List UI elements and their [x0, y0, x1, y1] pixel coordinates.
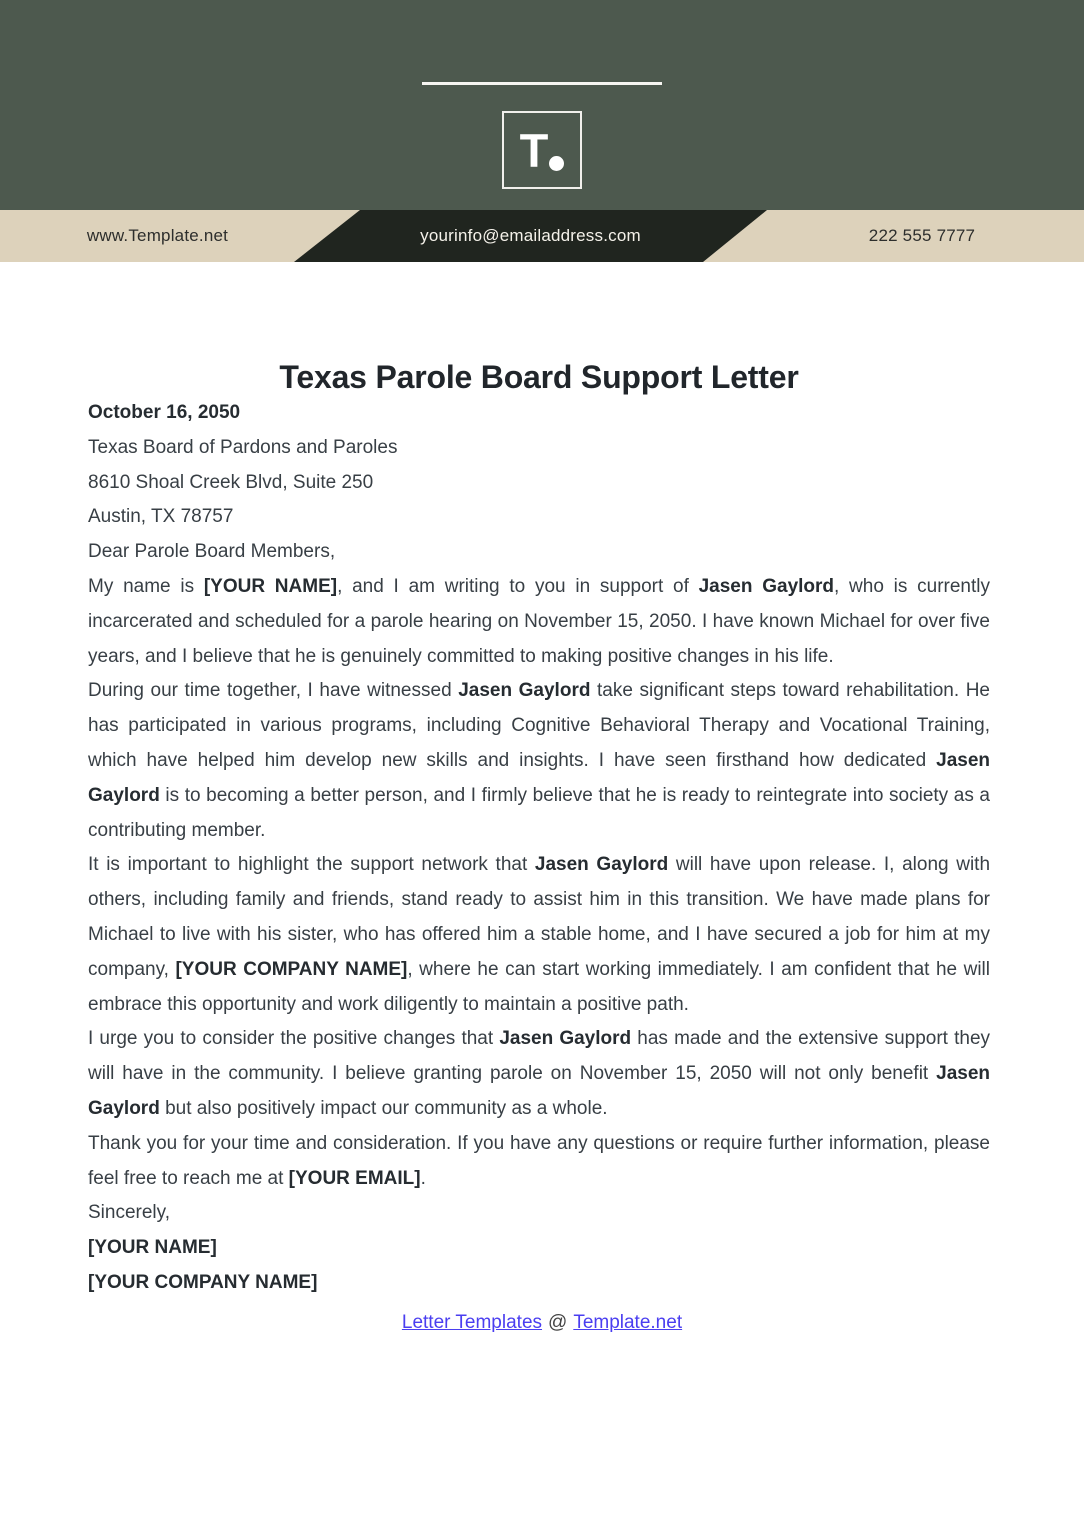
- letter-title: Texas Parole Board Support Letter: [279, 359, 799, 395]
- letter-date: October 16, 2050: [88, 402, 241, 423]
- letter-templates-link[interactable]: Letter Templates: [401, 1311, 543, 1333]
- logo-letter: T: [519, 123, 548, 177]
- closing: Sincerely,: [88, 1202, 171, 1224]
- phone-text: 222 555 7777: [868, 226, 976, 245]
- letter-paragraph: My name is [YOUR NAME], and I am writing to you in support of Jasen Gaylord, who is currently incarcerated and scheduled for a parole hearing on November 15, 2050. I have known Michael for over five years, and I believe that he is genuinely committed to making positive changes in his life.: [88, 575, 990, 667]
- signature-line: [YOUR NAME]: [88, 1237, 217, 1259]
- letter-content: [0, 358, 1084, 1301]
- signature-block: [88, 1231, 990, 1301]
- salutation: Dear Parole Board Members,: [88, 541, 336, 563]
- footer-separator: @: [548, 1311, 568, 1333]
- letter-paragraph: Thank you for your time and consideration. If you have any questions or require further information, please feel free to reach me at [YOUR EMAIL].: [88, 1132, 990, 1189]
- header-banner: [0, 0, 1084, 210]
- recipient-block: [88, 431, 990, 535]
- template-net-link[interactable]: Template.net: [573, 1311, 683, 1333]
- recipient-line: Texas Board of Pardons and Paroles: [88, 436, 398, 458]
- letter-paragraph: During our time together, I have witnessed Jasen Gaylord take significant steps toward rehabilitation. He has participated in various programs, including Cognitive Behavioral Therapy and Vocational Training, which have helped him develop new skills and insights. I have seen firsthand how dedicated Jasen Gaylord is to becoming a better person, and I firmly believe that he is ready to reintegrate into society as a contributing member.: [88, 680, 990, 841]
- recipient-line: 8610 Shoal Creek Blvd, Suite 250: [88, 471, 374, 493]
- email-text: yourinfo@emailaddress.com: [420, 226, 641, 245]
- footer: [0, 1312, 1084, 1334]
- website-text: www.Template.net: [86, 226, 229, 245]
- letter-paragraph: I urge you to consider the positive changes that Jasen Gaylord has made and the extensive support they will have in the community. I believe granting parole on November 15, 2050 will not only benefit Jasen Gaylord but also positively impact our community as a whole.: [88, 1028, 991, 1119]
- letter-paragraph: It is important to highlight the support network that Jasen Gaylord will have upon release. I, along with others, including family and friends, stand ready to assist him in this transition. We have made plans for Michael to live with his sister, who has offered him a stable home, and I have secured a job for him at my company, [YOUR COMPANY NAME], where he can start working immediately. I am confident that he will embrace this opportunity and work diligently to maintain a positive path.: [88, 854, 991, 1015]
- header-accent-line: [422, 82, 662, 85]
- contact-bar: [0, 210, 1084, 262]
- brand-logo: [502, 111, 582, 189]
- signature-line: [YOUR COMPANY NAME]: [88, 1271, 318, 1293]
- letter-body: [88, 570, 990, 1196]
- recipient-line: Austin, TX 78757: [88, 506, 234, 528]
- logo-dot-icon: [549, 156, 564, 171]
